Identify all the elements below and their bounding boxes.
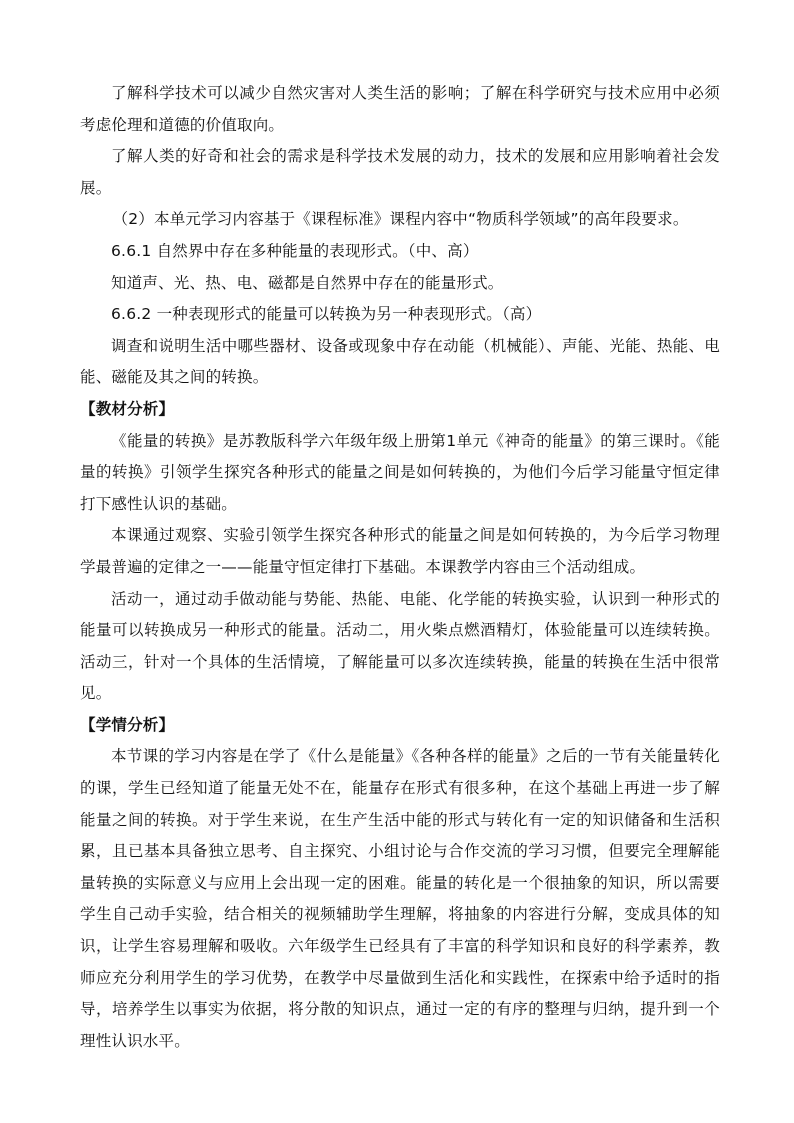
paragraph-textbook-1: 《能量的转换》是苏教版科学六年级年级上册第1单元《神奇的能量》的第三课时。《能量的转换》引领学生探究各种形式的能量之间是如何转换的，为他们今后学习能量守恒定律打下感性认识的基础。 [80, 431, 720, 513]
paragraph-energy-forms: 知道声、光、热、电、磁都是自然界中存在的能量形式。 [111, 273, 504, 292]
paragraph-standard-6-6-1: 6.6.1 自然界中存在多种能量的表现形式。（中、高） [111, 241, 479, 260]
paragraph-textbook-2: 本课通过观察、实验引领学生探究各种形式的能量之间是如何转换的，为今后学习物理学最普遍的定律之一——能量守恒定律打下基础。本课教学内容由三个活动组成。 [80, 526, 720, 576]
paragraph-curriculum-standard: （2）本单元学习内容基于《课程标准》课程内容中“物质科学领域”的高年段要求。 [112, 210, 689, 229]
heading-learner-analysis: 【学情分析】 [80, 715, 175, 734]
paragraph-curiosity: 了解人类的好奇和社会的需求是科学技术发展的动力，技术的发展和应用影响着社会发展。 [80, 147, 720, 197]
heading-textbook-analysis: 【教材分析】 [80, 399, 175, 418]
paragraph-survey-conversion: 调查和说明生活中哪些器材、设备或现象中存在动能（机械能）、声能、光能、热能、电能、磁能及其之间的转换。 [80, 336, 720, 387]
paragraph-standard-6-6-2: 6.6.2 一种表现形式的能量可以转换为另一种表现形式。（高） [111, 305, 542, 324]
paragraph-tech-disaster: 了解科学技术可以减少自然灾害对人类生活的影响；了解在科学研究与技术应用中必须考虑伦理和道德的价值取向。 [80, 84, 720, 134]
document-body [80, 78, 720, 1057]
paragraph-learner-1: 本节课的学习内容是在学了《什么是能量》《各种各样的能量》之后的一节有关能量转化的课，学生已经知道了能量无处不在，能量存在形式有很多种，在这个基础上再进一步了解能量之间的转换。对于学生来说，在生产生活中能的形式与转化有一定的知识储备和生活积累，且已基本具备独立思考、自主探究、小组讨论与合作交流的学习习惯，但要完全理解能量转换的实际意义与应用上会出现一定的困难。能量的转化是一个很抽象的知识，所以需要学生自己动手实验，结合相关的视频辅助学生理解，将抽象的内容进行分解，变成具体的知识，让学生容易理解和吸收。六年级学生已经具有了丰富的科学知识和良好的科学素养，教师应充分利用学生的学习优势，在教学中尽量做到生活化和实践性，在探索中给予适时的指导，培养学生以事实为依据，将分散的知识点，通过一定的有序的整理与归纳，提升到一个理性认识水平。 [80, 747, 720, 1050]
paragraph-textbook-3: 活动一，通过动手做动能与势能、热能、电能、化学能的转换实验，认识到一种形式的能量可以转换成另一种形式的能量。活动二，用火柴点燃酒精灯，体验能量可以连续转换。活动三，针对一个具体的生活情境，了解能量可以多次连续转换，能量的转换在生活中很常见。 [80, 589, 720, 703]
